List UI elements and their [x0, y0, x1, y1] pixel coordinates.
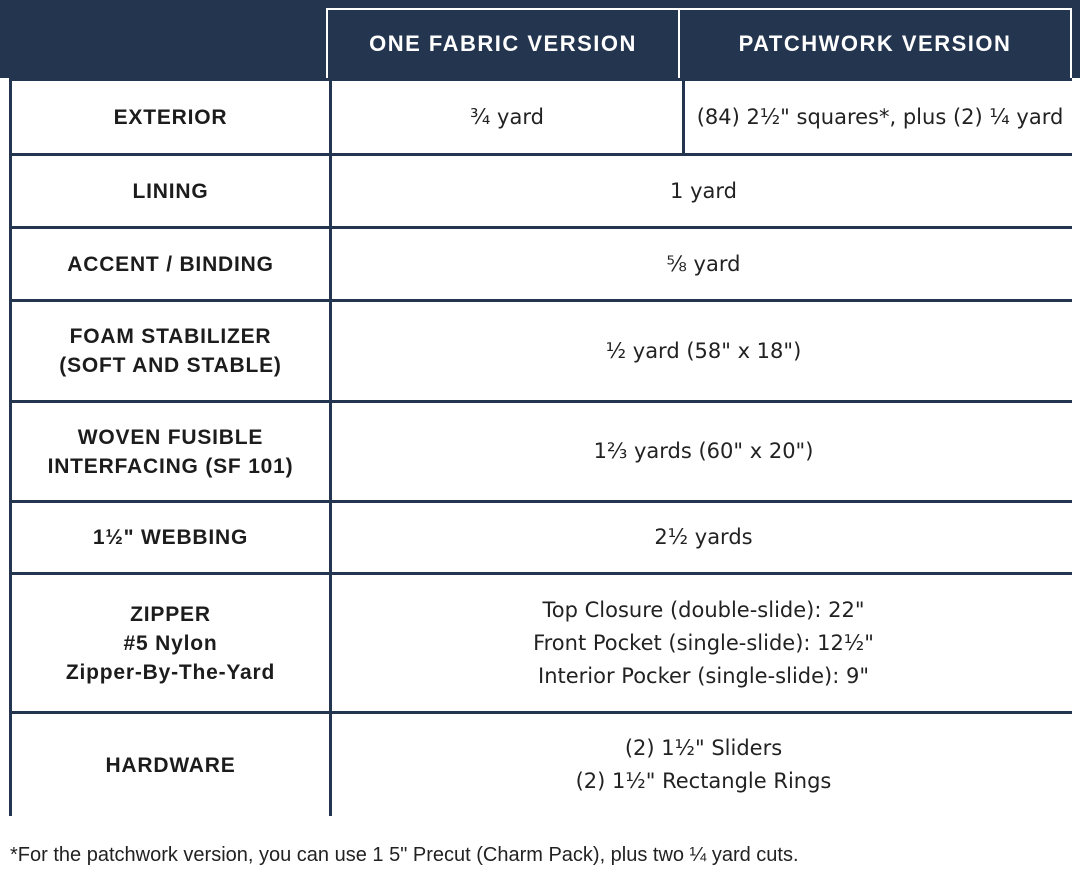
zipper-value-cell — [332, 575, 1075, 711]
row-label-foam-stabilizer — [12, 302, 329, 400]
zipper-value-line: Top Closure (double-slide): 22" — [542, 597, 865, 622]
footnote: *For the patchwork version, you can use 1 5" Precut (Charm Pack), plus two ¼ yard cuts. — [10, 844, 799, 866]
row-label-line: (SOFT AND STABLE) — [59, 354, 282, 377]
row-label-exterior — [12, 81, 329, 153]
row-label-line: ZIPPER — [130, 602, 211, 626]
materials-table — [9, 78, 1072, 816]
hardware-value-line: (2) 1½" Sliders — [624, 736, 783, 760]
row-label-woven-fusible — [12, 403, 329, 500]
hardware-value-cell — [332, 714, 1075, 816]
header-corner — [0, 0, 326, 78]
row-label-line: EXTERIOR — [113, 105, 228, 129]
row-label-line: LINING — [132, 179, 209, 203]
exterior-patchwork-cell — [685, 81, 1075, 153]
row-label-lining — [12, 156, 329, 226]
accent-binding-value-cell — [332, 229, 1075, 299]
header-patchwork-version: PATCHWORK VERSION — [678, 8, 1072, 78]
row-label-accent-binding — [12, 229, 329, 299]
row-label-webbing — [12, 503, 329, 572]
row-label-line: ACCENT / BINDING — [67, 252, 274, 276]
row-label-line: 1½" WEBBING — [92, 526, 249, 549]
exterior-patchwork-value: (84) 2½" squares*, plus (2) ¼ yard — [696, 104, 1064, 129]
lining-value: 1 yard — [670, 178, 737, 203]
row-label-line: WOVEN FUSIBLE — [77, 425, 264, 449]
foam-stabilizer-value-cell — [332, 302, 1075, 400]
row-label-line: HARDWARE — [105, 753, 236, 777]
zipper-value-line: Interior Pocker (single-slide): 9" — [538, 663, 869, 688]
zipper-value-line: Front Pocket (single-slide): 12½" — [533, 630, 874, 655]
woven-fusible-value-cell — [332, 403, 1075, 500]
woven-fusible-value: 1⅔ yards (60" x 20") — [593, 439, 814, 463]
webbing-value: 2½ yards — [654, 525, 753, 549]
row-label-line: FOAM STABILIZER — [69, 325, 272, 348]
lining-value-cell — [332, 156, 1075, 226]
foam-stabilizer-value: ½ yard (58" x 18") — [605, 338, 802, 363]
accent-binding-value: ⅝ yard — [666, 251, 741, 276]
hardware-value-line: (2) 1½" Rectangle Rings — [575, 769, 832, 793]
row-label-line: #5 Nylon — [123, 631, 218, 655]
exterior-one-fabric-value: ¾ yard — [470, 104, 544, 129]
exterior-one-fabric-cell — [332, 81, 682, 153]
row-label-zipper — [12, 575, 329, 711]
row-label-hardware — [12, 714, 329, 816]
header-one-fabric-version: ONE FABRIC VERSION — [326, 8, 680, 78]
webbing-value-cell — [332, 503, 1075, 572]
row-label-line: Zipper-By-The-Yard — [65, 660, 276, 684]
row-label-line: INTERFACING (SF 101) — [47, 454, 294, 478]
